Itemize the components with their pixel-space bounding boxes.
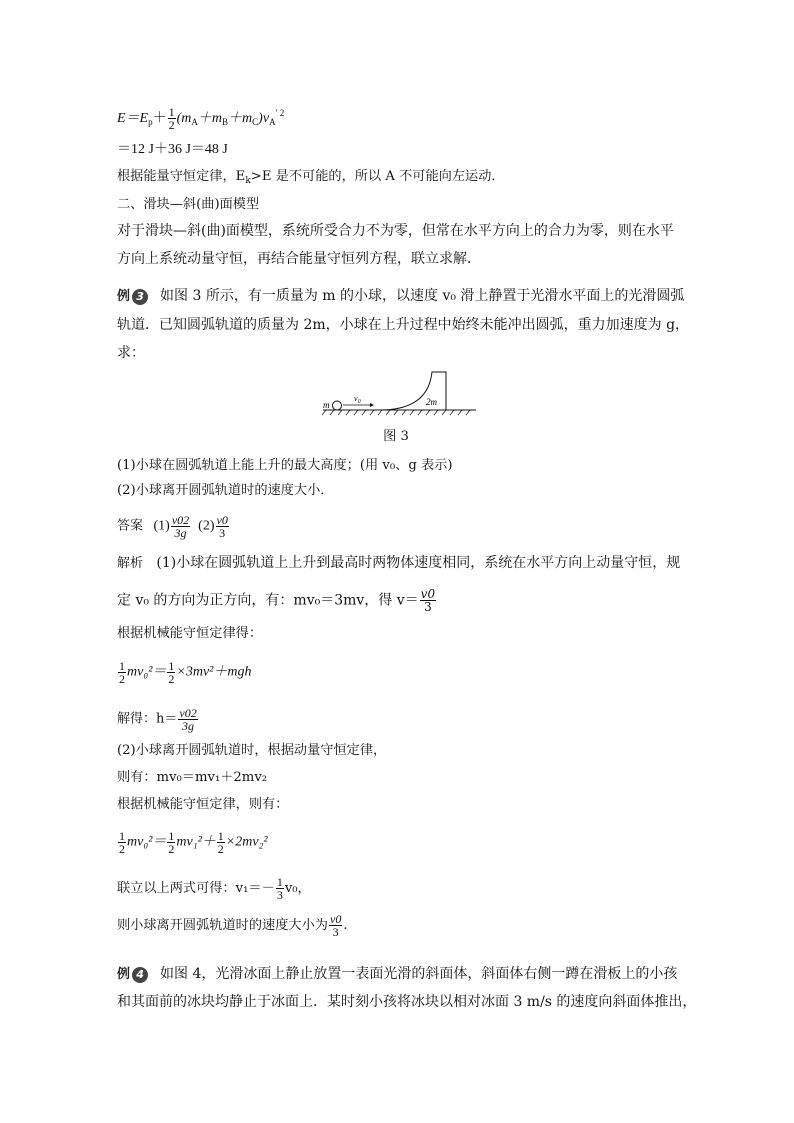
- label-v0: v: [354, 394, 358, 403]
- example-3-badge: 例 3: [117, 288, 148, 306]
- analysis-part2-line1: (2)小球离开圆弧轨道时，根据动量守恒定律，: [117, 743, 387, 758]
- svg-text:v0: $v_0$: [354, 394, 361, 405]
- sub-question-1: (1)小球在圆弧轨道上能上升的最大高度；(用 v₀、g 表示): [117, 458, 453, 473]
- energy-equation: $E=E_p+$ $\frac{1}{2}$ $(m_A+m_B+m_C)v_A^{' 2}$: [117, 105, 285, 133]
- sub-question-2: (2)小球离开圆弧轨道时的速度大小．: [117, 483, 334, 498]
- analysis-line1: 解析 (1)小球在圆弧轨道上上升到最高时两物体速度相同，系统在水平方向上动量守恒，规: [117, 555, 681, 571]
- analysis-line3: 根据机械能守恒定律得：: [117, 626, 263, 641]
- example-4-question-line2: 和其面前的冰块均静止于冰面上．某时刻小孩将冰块以相对冰面 3 m/s 的速度向斜面体推出，: [117, 994, 697, 1010]
- section-heading: 二、滑块—斜(曲)面模型: [117, 197, 260, 212]
- example-3-question-line2: 轨道．已知圆弧轨道的质量为 2m，小球在上升过程中始终未能冲出圆弧，重力加速度为 g，: [117, 317, 690, 333]
- analysis-line2: 定 v₀ 的方向为正方向，有：mv₀＝3mv，得 v＝ $\frac{v0}{3}$: [117, 587, 436, 614]
- label-2m: 2m: [426, 397, 437, 407]
- energy-conservation-equation: $\frac{1}{2}$ mv₀²＝ $\frac{1}{2}$ ×3mv²＋mgh: [119, 659, 252, 686]
- fraction-half: $\frac{1}{2}$: [168, 105, 175, 133]
- figure-3-caption: 图 3: [383, 429, 409, 444]
- model-paragraph-line2: 方向上系统动量守恒，再结合能量守恒列方程，联立求解．: [117, 251, 481, 267]
- final-speed-line: 则小球离开圆弧轨道时的速度大小为 $\frac{v0}{3}$ .: [117, 912, 348, 939]
- answer-line: 答案 (1) $\frac{v02}{3g}$ (2) $\frac{v0}{3}$: [117, 513, 228, 540]
- momentum-equation: 则有：mv₀＝mv₁＋2mv₂: [117, 770, 268, 785]
- example-4-badge: 例 4: [117, 966, 148, 984]
- example-3-question-line1: 例 3 如图 3 所示，有一质量为 m 的小球，以速度 v₀ 滑上静置于光滑水平面上的光滑圆弧: [117, 288, 685, 304]
- conclusion-text: 根据能量守恒定律，$E_k>E$ 是不可能的，所以 A 不可能向左运动．: [117, 169, 505, 186]
- energy-equation-2: $\frac{1}{2}$ mv₀²＝ $\frac{1}{2}$ mv₁²＋ $\frac{1}{2}$ ×2mv₂²: [119, 829, 268, 856]
- example-3-question-line3: 求：: [117, 345, 145, 361]
- example-4-question-line1: 例 4 如图 4，光滑冰面上静止放置一表面光滑的斜面体，斜面体右侧一蹲在滑板上的小孩: [117, 966, 678, 982]
- energy-result: ＝12 J＋36 J＝48 J: [117, 142, 228, 157]
- label-m: m: [323, 400, 330, 410]
- ball: [333, 401, 342, 410]
- combined-solution: 联立以上两式可得：v₁＝－ $\frac{1}{3}$ v₀，: [117, 875, 311, 902]
- figure-3-diagram: [318, 368, 478, 428]
- analysis-part2-line3: 根据机械能守恒定律，则有：: [117, 797, 289, 812]
- model-paragraph-line1: 对于滑块—斜(曲)面模型，系统所受合力不为零，但常在水平方向上的合力为零，则在水平: [117, 223, 674, 239]
- height-solution: 解得：h＝ $\frac{v02}{3g}$: [117, 706, 197, 733]
